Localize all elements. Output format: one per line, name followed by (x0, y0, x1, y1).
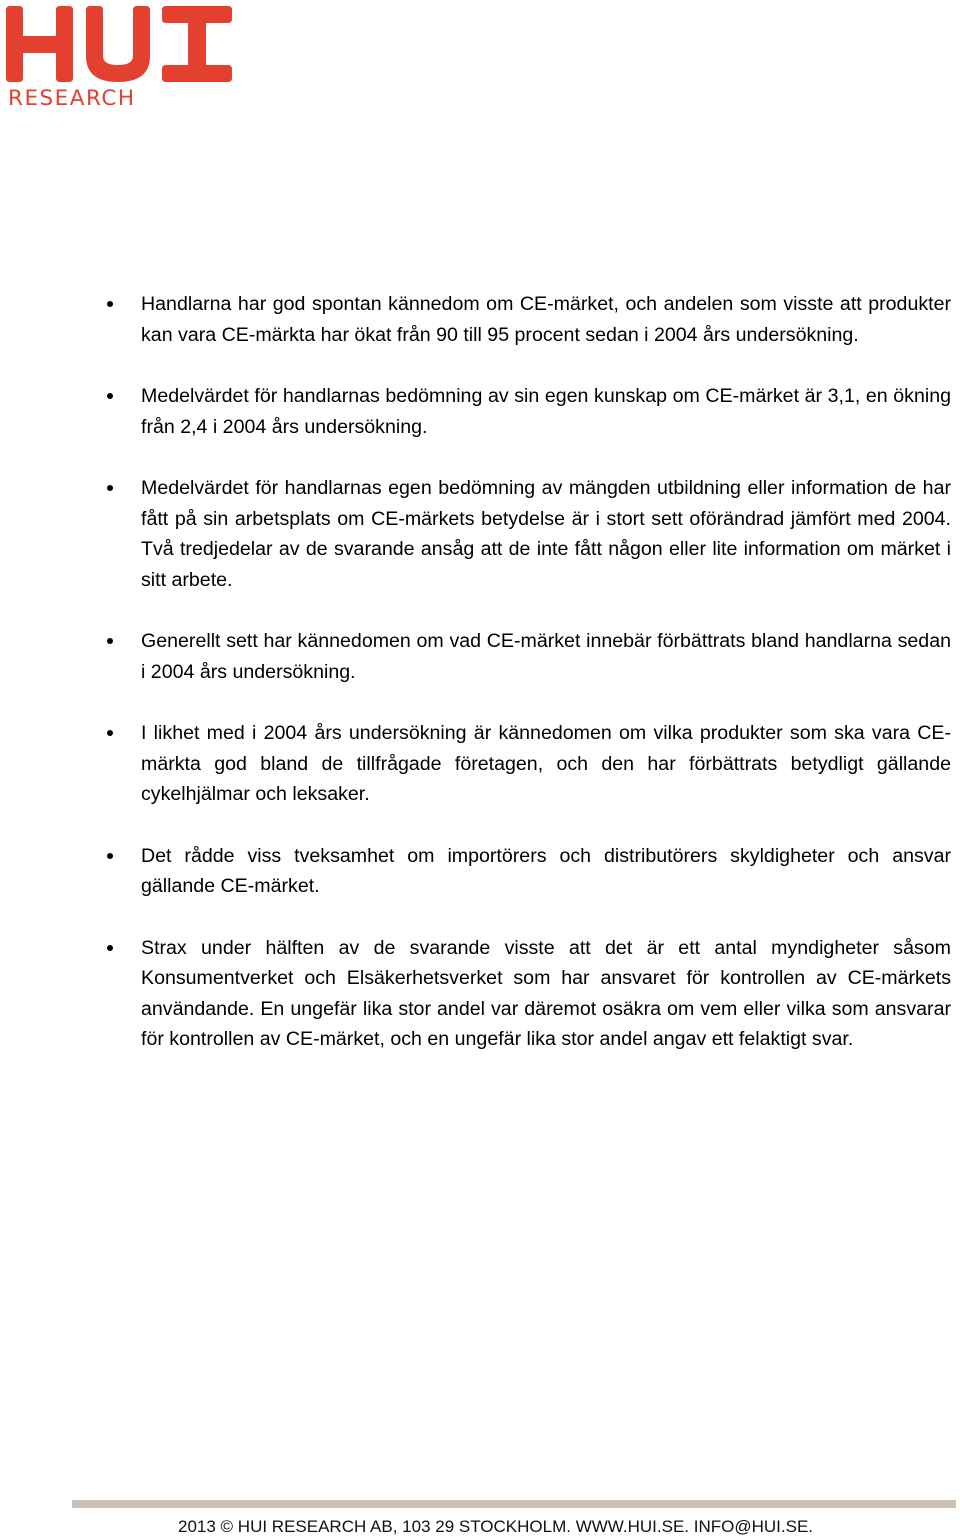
footer-divider (72, 1500, 956, 1508)
logo-letter-i (162, 6, 232, 82)
bullet-item-3: Medelvärdet för handlarnas egen bedömning av mängden utbildning eller information de har fått på sin arbetsplats om CE-märkets betydelse är i stort sett oförändrad jämfört med 2004. Två tredjedelar av de svarande ansåg att de inte fått någon eller lite information om märket i sitt arbete. (141, 473, 951, 595)
logo-subtitle: RESEARCH (8, 86, 136, 111)
bullet-item-4: Generellt sett har kännedomen om vad CE-märket innebär förbättrats bland handlarna sedan i 2004 års undersökning. (141, 626, 951, 687)
bullet-item-5: I likhet med i 2004 års undersökning är kännedomen om vilka produkter som ska vara CE-märkta god bland de tillfrågade företagen, och den har förbättrats betydligt gällande cykelhjälmar och leksaker. (141, 718, 951, 810)
bullet-item-6: Det rådde viss tveksamhet om importörers och distributörers skyldigheter och ansvar gällande CE-märket. (141, 841, 951, 902)
bullet-item-7: Strax under hälften av de svarande visste att det är ett antal myndigheter såsom Konsumentverket och Elsäkerhetsverket som har ansvaret för kontrollen av CE-märkets användande. En ungefär lika stor andel var däremot osäkra om vem eller vilka som ansvarar för kontrollen av CE-märket, och en ungefär lika stor andel angav ett felaktigt svar. (141, 933, 951, 1055)
bullet-item-1: Handlarna har god spontan kännedom om CE-märket, och andelen som visste att produkter kan vara CE-märkta har ökat från 90 till 95 procent sedan i 2004 års undersökning. (141, 289, 951, 350)
hui-research-logo (6, 6, 238, 116)
logo-letter-h (6, 6, 73, 82)
hui-logo-mark (6, 6, 236, 82)
findings-list (141, 289, 951, 1086)
bullet-item-2: Medelvärdet för handlarnas bedömning av sin egen kunskap om CE-märket är 3,1, en ökning från 2,4 i 2004 års undersökning. (141, 381, 951, 442)
footer-text: 2013 © HUI RESEARCH AB, 103 29 STOCKHOLM. WWW.HUI.SE. INFO@HUI.SE. (178, 1517, 814, 1536)
logo-letter-u (86, 6, 150, 82)
